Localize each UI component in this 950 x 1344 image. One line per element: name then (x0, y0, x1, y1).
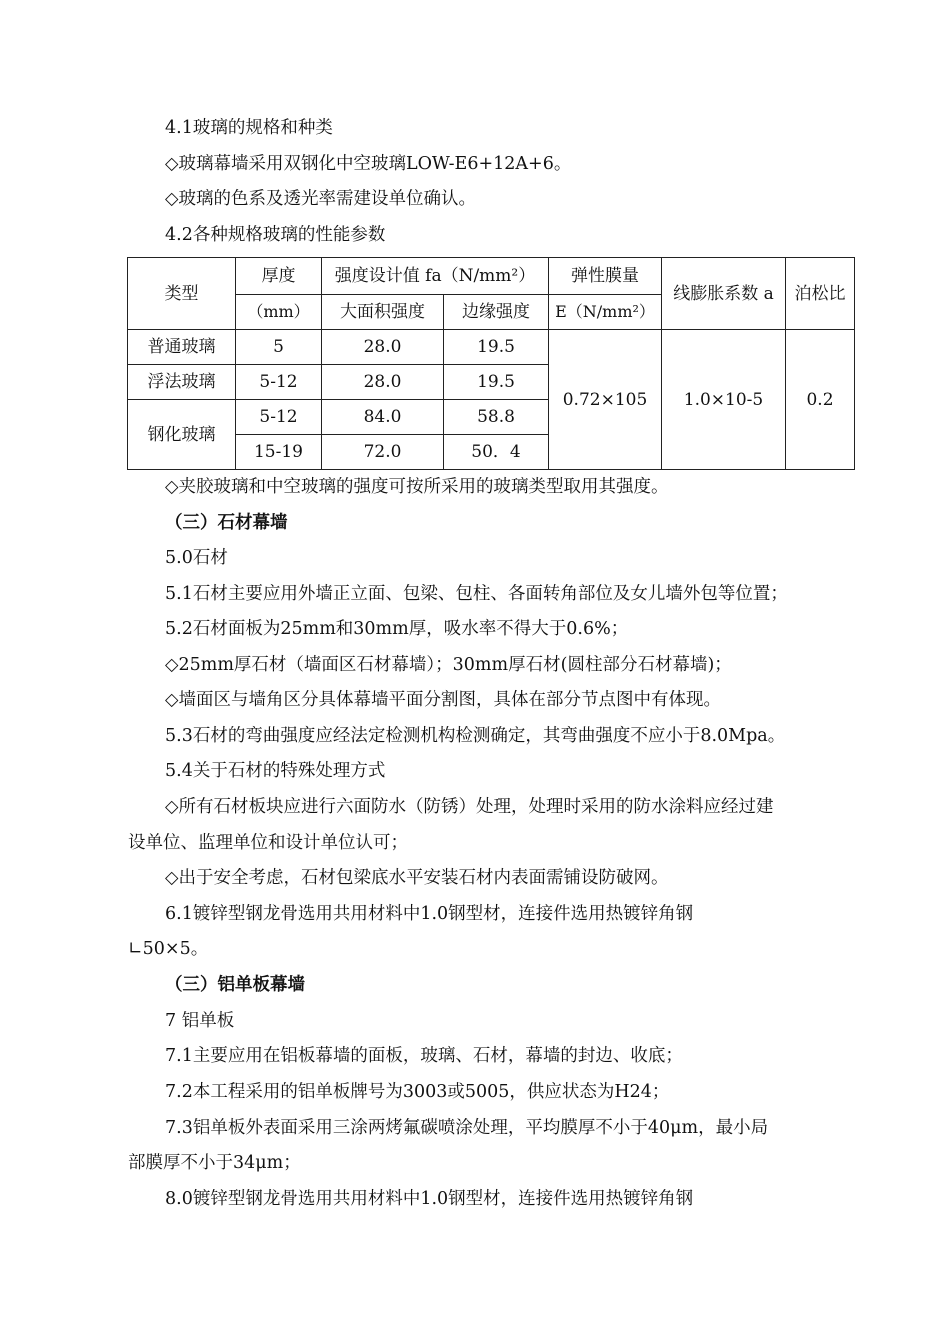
line-6-1-cont: ∟50×5。 (128, 939, 209, 959)
cell-edge: 19.5 (444, 365, 549, 400)
line-laminated-note: ◇夹胶玻璃和中空玻璃的强度可按所采用的玻璃类型取用其强度。 (165, 477, 669, 497)
header-type: 类型 (128, 258, 236, 330)
line-glass-color: ◇玻璃的色系及透光率需建设单位确认。 (165, 189, 476, 209)
line-5-1: 5.1石材主要应用外墙正立面、包梁、包柱、各面转角部位及女儿墙外包等位置； (165, 584, 788, 604)
line-5-0: 5.0石材 (165, 548, 228, 568)
line-5-3: 5.3石材的弯曲强度应经法定检测机构检测确定，其弯曲强度不应小于8.0Mpa。 (165, 726, 786, 746)
header-large-area: 大面积强度 (322, 295, 444, 330)
cell-type: 浮法玻璃 (128, 365, 236, 400)
line-glass-type: ◇玻璃幕墙采用双钢化中空玻璃LOW-E6+12A+6。 (165, 154, 572, 174)
table-row (128, 330, 855, 365)
cell-poisson: 0.2 (786, 330, 855, 470)
line-4-1: 4.1玻璃的规格和种类 (165, 118, 333, 138)
line-7-3: 7.3铝单板外表面采用三涂两烤氟碳喷涂处理，平均膜厚不小于40μm，最小局 (165, 1118, 769, 1138)
glass-performance-table (127, 257, 855, 470)
cell-large: 84.0 (322, 400, 444, 435)
cell-thickness: 15-19 (236, 435, 322, 470)
line-safety-net: ◇出于安全考虑，石材包梁底水平安装石材内表面需铺设防破网。 (165, 868, 669, 888)
cell-thickness: 5 (236, 330, 322, 365)
line-7-1: 7.1主要应用在铝板幕墙的面板，玻璃、石材，幕墙的封边、收底； (165, 1046, 683, 1066)
line-7-3-cont: 部膜厚不小于34μm； (128, 1153, 301, 1173)
cell-type: 普通玻璃 (128, 330, 236, 365)
line-4-2: 4.2各种规格玻璃的性能参数 (165, 225, 386, 245)
header-elastic-unit: E（N/mm²） (549, 295, 662, 330)
heading-stone-curtain-wall: （三）石材幕墙 (165, 513, 288, 533)
cell-large: 28.0 (322, 330, 444, 365)
cell-large: 72.0 (322, 435, 444, 470)
line-waterproof-cont: 设单位、监理单位和设计单位认可； (128, 833, 408, 853)
header-edge: 边缘强度 (444, 295, 549, 330)
line-7-2: 7.2本工程采用的铝单板牌号为3003或5005，供应状态为H24； (165, 1082, 670, 1102)
line-6-1: 6.1镀锌型钢龙骨选用共用材料中1.0钢型材，连接件选用热镀锌角钢 (165, 904, 694, 924)
header-thickness-unit: （mm） (236, 295, 322, 330)
line-stone-thickness: ◇25mm厚石材（墙面区石材幕墙）；30mm厚石材(圆柱部分石材幕墙)； (165, 655, 732, 675)
line-waterproof: ◇所有石材板块应进行六面防水（防锈）处理，处理时采用的防水涂料应经过建 (165, 797, 774, 817)
line-5-4: 5.4关于石材的特殊处理方式 (165, 761, 386, 781)
cell-thickness: 5-12 (236, 365, 322, 400)
cell-thickness: 5-12 (236, 400, 322, 435)
cell-edge: 19.5 (444, 330, 549, 365)
heading-aluminum-curtain-wall: （三）铝单板幕墙 (165, 975, 305, 995)
header-poisson: 泊松比 (786, 258, 855, 330)
cell-large: 28.0 (322, 365, 444, 400)
line-8-0: 8.0镀锌型钢龙骨选用共用材料中1.0钢型材，连接件选用热镀锌角钢 (165, 1189, 694, 1209)
line-wall-zone: ◇墙面区与墙角区分具体幕墙平面分割图，具体在部分节点图中有体现。 (165, 690, 721, 710)
cell-edge: 58.8 (444, 400, 549, 435)
cell-type: 钢化玻璃 (128, 400, 236, 470)
cell-expansion: 1.0×10-5 (662, 330, 786, 470)
cell-edge: 50．4 (444, 435, 549, 470)
header-expansion: 线膨胀系数 a (662, 258, 786, 330)
header-thickness: 厚度 (236, 258, 322, 295)
line-7: 7 铝单板 (165, 1011, 235, 1031)
header-elastic: 弹性膜量 (549, 258, 662, 295)
cell-elastic: 0.72×105 (549, 330, 662, 470)
line-5-2: 5.2石材面板为25mm和30mm厚，吸水率不得大于0.6%； (165, 619, 629, 639)
header-strength: 强度设计值 fa（N/mm²） (322, 258, 549, 295)
